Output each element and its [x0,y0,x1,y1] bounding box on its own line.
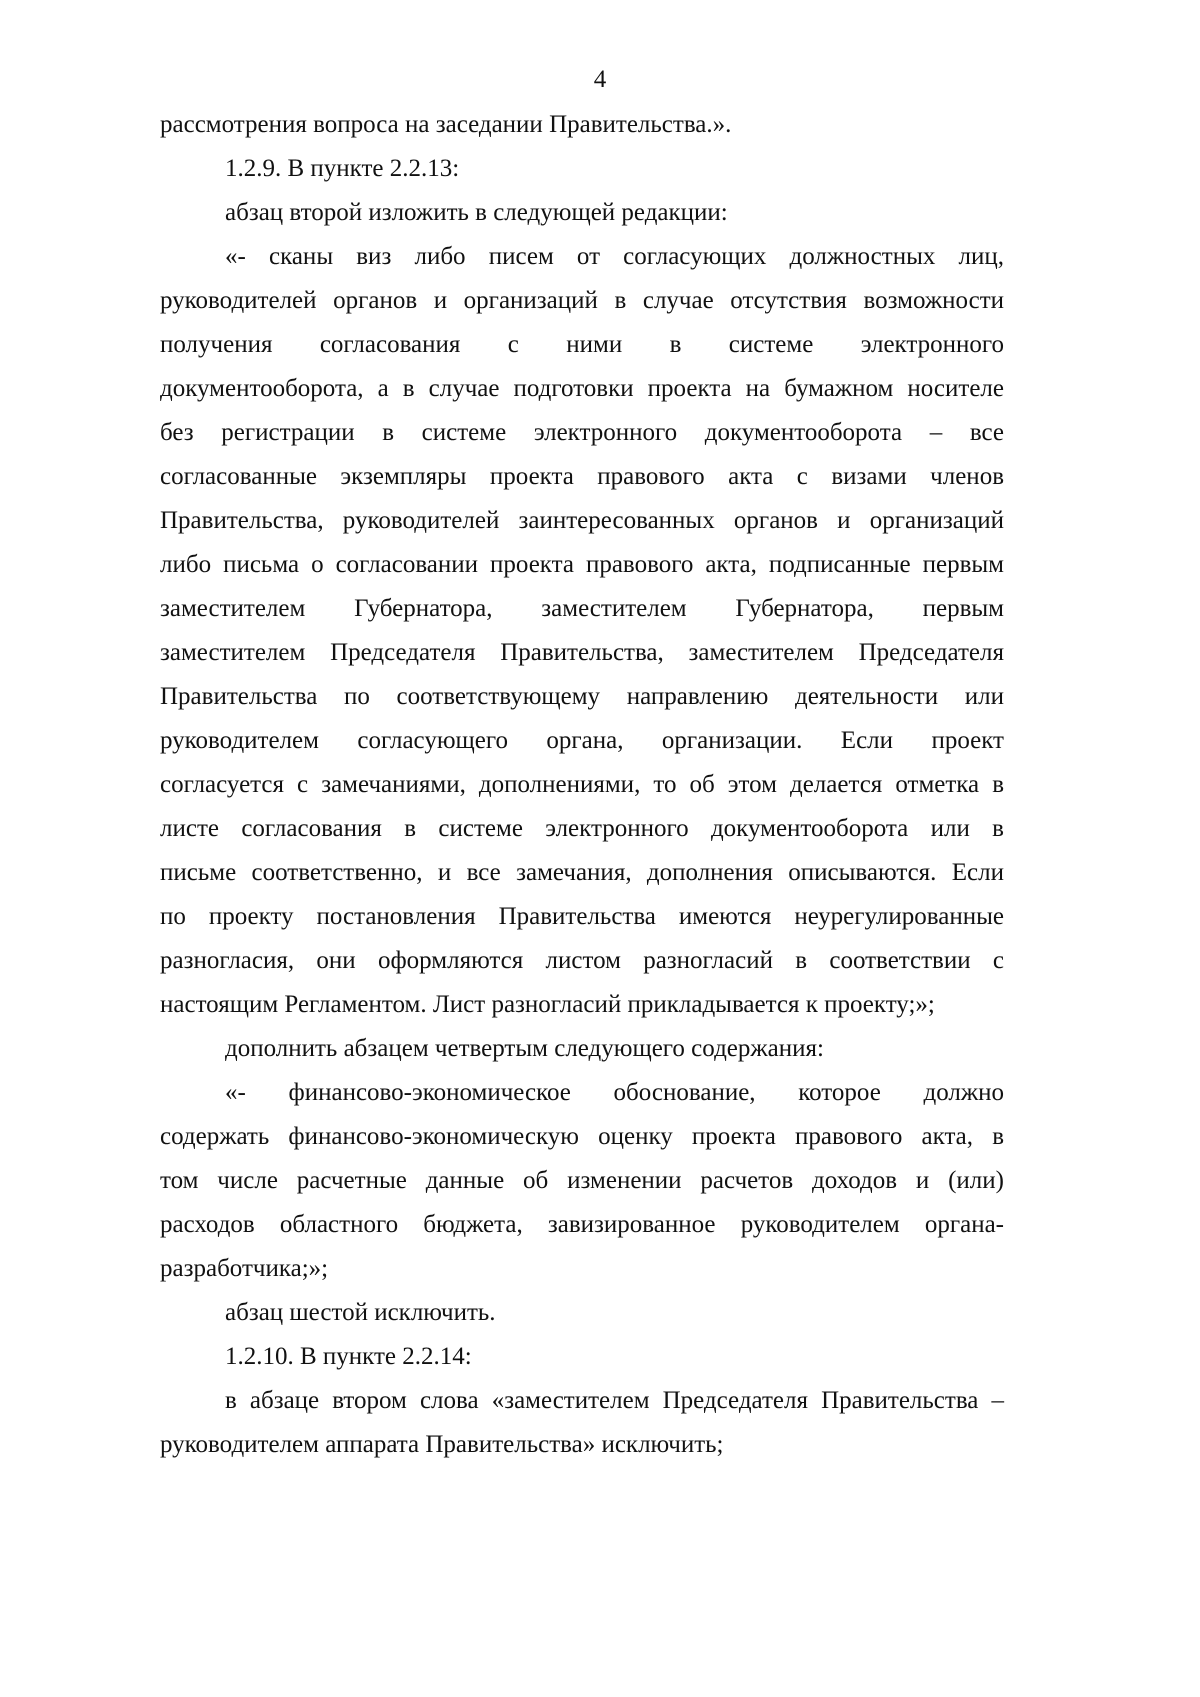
text-line: разногласия, они оформляются листом разногласий в соответствии с [160,947,1004,974]
text-line: заместителем Председателя Правительства, заместителем Председателя [160,639,1004,666]
paragraph [160,147,1004,191]
text-line: либо письма о согласовании проекта правового акта, подписанные первым [160,551,1004,578]
paragraph [160,235,1004,1027]
text-line: руководителем аппарата Правительства» исключить; [160,1431,724,1458]
text-line: абзац шестой исключить. [225,1299,496,1326]
text-line: рассмотрения вопроса на заседании Правительства.». [160,111,732,138]
text-line: по проекту постановления Правительства имеются неурегулированные [160,903,1004,930]
text-line: «- финансово-экономическое обоснование, которое должно [225,1079,1004,1106]
text-line: листе согласования в системе электронного документооборота или в [160,815,1004,842]
text-line: расходов областного бюджета, завизированное руководителем органа- [160,1211,1004,1238]
text-line: «- сканы виз либо писем от согласующих должностных лиц, [225,243,1004,270]
paragraph [160,1071,1004,1291]
text-line: руководителей органов и организаций в случае отсутствия возможности [160,287,1004,314]
text-line: Правительства, руководителей заинтересованных органов и организаций [160,507,1004,534]
text-line: дополнить абзацем четвертым следующего содержания: [225,1035,824,1062]
text-line: согласуется с замечаниями, дополнениями, то об этом делается отметка в [160,771,1004,798]
paragraph [160,1027,1004,1071]
paragraph [160,1379,1004,1467]
text-line: получения согласования с ними в системе электронного [160,331,1004,358]
text-line: заместителем Губернатора, заместителем Губернатора, первым [160,595,1004,622]
paragraph [160,1291,1004,1335]
paragraph [160,1335,1004,1379]
text-line: разработчика;»; [160,1255,329,1282]
text-line: 1.2.10. В пункте 2.2.14: [225,1343,472,1370]
text-line: Правительства по соответствующему направлению деятельности или [160,683,1004,710]
text-line: том числе расчетные данные об изменении расчетов доходов и (или) [160,1167,1004,1194]
text-line: содержать финансово-экономическую оценку проекта правового акта, в [160,1123,1004,1150]
text-line: без регистрации в системе электронного документооборота – все [160,419,1004,446]
text-line: руководителем согласующего органа, организации. Если проект [160,727,1004,754]
page-number: 4 [593,66,607,93]
text-line: абзац второй изложить в следующей редакции: [225,199,728,226]
text-line: документооборота, а в случае подготовки проекта на бумажном носителе [160,375,1004,402]
text-line: письме соответственно, и все замечания, дополнения описываются. Если [160,859,1004,886]
text-line: согласованные экземпляры проекта правового акта с визами членов [160,463,1004,490]
document-body [160,103,1004,1467]
text-line: настоящим Регламентом. Лист разногласий прикладывается к проекту;»; [160,991,935,1018]
paragraph [160,103,1004,147]
text-line: в абзаце втором слова «заместителем Председателя Правительства – [225,1387,1004,1414]
paragraph [160,191,1004,235]
text-line: 1.2.9. В пункте 2.2.13: [225,155,460,182]
